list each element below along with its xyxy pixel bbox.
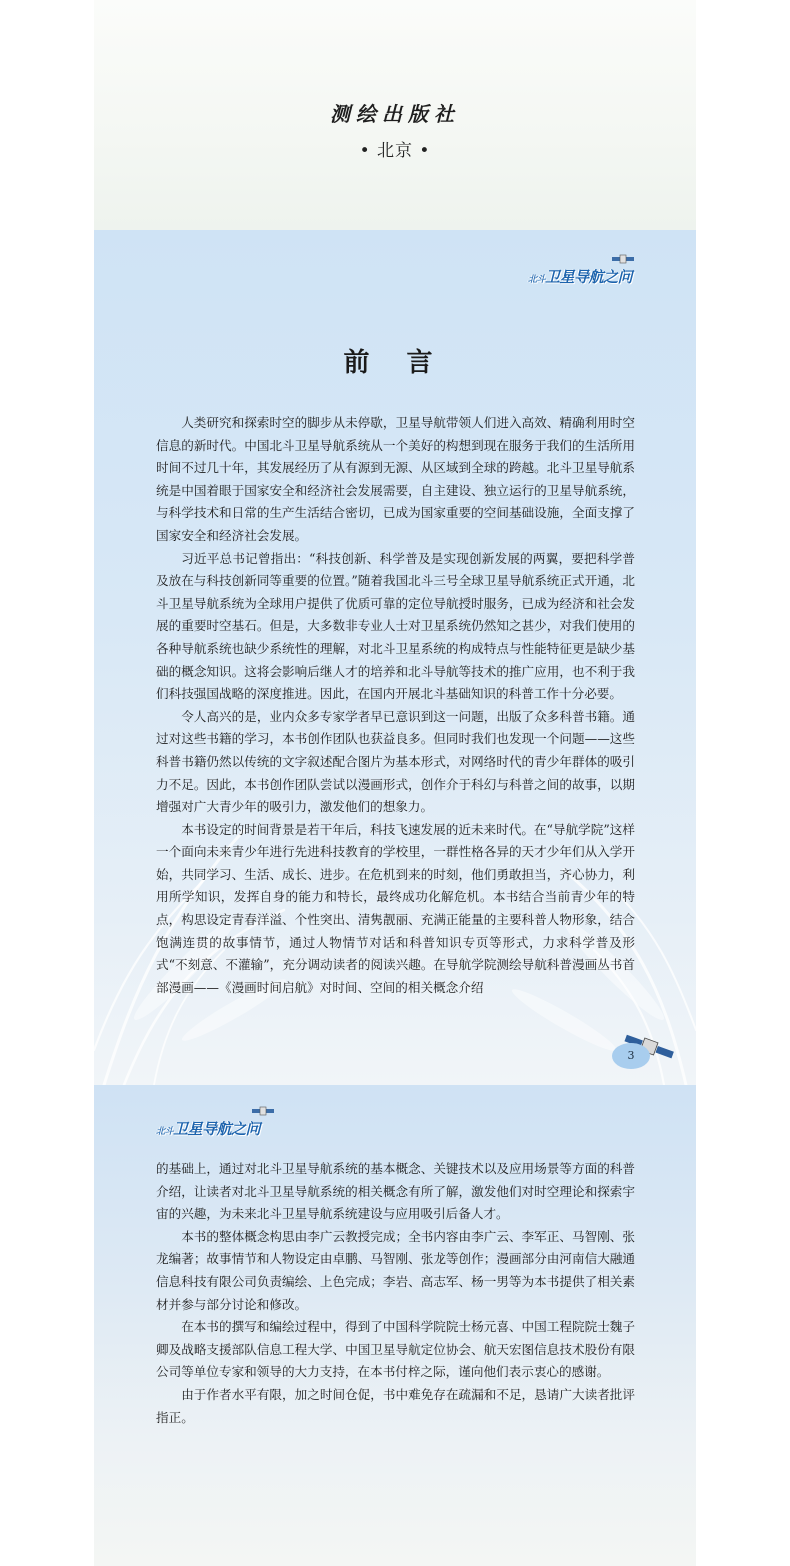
logo-prefix: 北斗 — [527, 275, 545, 285]
imprint-page — [94, 0, 696, 230]
preface-page-3 — [94, 230, 696, 1085]
paragraph: 习近平总书记曾指出：“科技创新、科学普及是实现创新发展的两翼，要把科学普及放在与科技创新同等重要的位置。”随着我国北斗三号全球卫星导航系统正式开通，北斗卫星导航系统为全球用户提供了优质可靠的定位导航授时服务，已成为经济和社会发展的重要时空基石。但是，大多数非专业人士对卫星系统仍然知之甚少，对我们使用的各种导航系统也缺少系统性的理解，对北斗卫星系统的构成特点与性能特征更是缺少基础的概念知识。这将会影响后继人才的培养和北斗导航等技术的推广应用，也不利于我们科技强国战略的深度推进。因此，在国内开展北斗基础知识的科普工作十分必要。 — [156, 550, 635, 702]
preface-body — [156, 412, 635, 999]
series-logo — [528, 266, 632, 287]
logo-text: 卫星导航之问 — [173, 1120, 261, 1138]
preface-heading: 前 言 — [343, 348, 447, 378]
satellite-icon — [612, 252, 634, 266]
logo-prefix: 北斗 — [156, 1127, 174, 1137]
paragraph: 本书的整体概念构思由李广云教授完成；全书内容由李广云、李军正、马智刚、张龙编著；故事情节和人物设定由卓鹏、马智刚、张龙等创作；漫画部分由河南信大融通信息科技有限公司负责编绘、上色完成；李岩、高志军、杨一男等为本书提供了相关素材并参与部分讨论和修改。 — [156, 1228, 635, 1312]
paragraph: 在本书的撰写和编绘过程中，得到了中国科学院院士杨元喜、中国工程院院士魏子卿及战略支援部队信息工程大学、中国卫星导航定位协会、航天宏图信息技术股份有限公司等单位专家和领导的大力支持，在本书付梓之际，谨向他们表示衷心的感谢。 — [156, 1319, 635, 1380]
paragraph: 的基础上，通过对北斗卫星导航系统的基本概念、关键技术以及应用场景等方面的科普介绍，让读者对北斗卫星导航系统的相关概念有所了解，激发他们对时空理论和探索宇宙的兴趣，为未来北斗卫星导航系统建设与应用吸引后备人才。 — [156, 1161, 635, 1222]
preface-page-4 — [94, 1085, 696, 1566]
series-logo — [156, 1118, 260, 1139]
page-number: 3 — [612, 1043, 650, 1069]
publisher-city: • 北京 • — [359, 141, 431, 161]
preface-body-continued — [156, 1158, 635, 1429]
publisher-name: 测绘出版社 — [330, 102, 460, 126]
paragraph: 由于作者水平有限，加之时间仓促，书中难免存在疏漏和不足，恳请广大读者批评指正。 — [156, 1386, 635, 1425]
satellite-icon — [252, 1104, 274, 1118]
paragraph: 令人高兴的是，业内众多专家学者早已意识到这一问题，出版了众多科普书籍。通过对这些书籍的学习，本书创作团队也获益良多。但同时我们也发现一个问题——这些科普书籍仍然以传统的文字叙述配合图片为基本形式，对网络时代的青少年群体的吸引力不足。因此，本书创作团队尝试以漫画形式，创作介于科幻与科普之间的故事，以期增强对广大青少年的吸引力，激发他们的想象力。 — [156, 708, 635, 815]
paragraph: 本书设定的时间背景是若干年后，科技飞速发展的近未来时代。在“导航学院”这样一个面向未来青少年进行先进科技教育的学校里，一群性格各异的天才少年们从入学开始，共同学习、生活、成长、进步。在危机到来的时刻，他们勇敢担当，齐心协力，利用所学知识，发挥自身的能力和特长，最终成功化解危机。本书结合当前青少年的特点，构思设定青春洋溢、个性突出、清隽靓丽、充满正能量的主要科普人物形象，结合饱满连贯的故事情节，通过人物情节对话和科普知识专页等形式，力求科学普及形式“不刻意、不灌输”，充分调动读者的阅读兴趣。在导航学院测绘导航科普漫画丛书首部漫画——《漫画时间启航》对时间、空间的相关概念介绍 — [156, 821, 635, 995]
paragraph: 人类研究和探索时空的脚步从未停歇，卫星导航带领人们进入高效、精确利用时空信息的新时代。中国北斗卫星导航系统从一个美好的构想到现在服务于我们的生活所用时间不过几十年，其发展经历了从有源到无源、从区域到全球的跨越。北斗卫星导航系统是中国着眼于国家安全和经济社会发展需要，自主建设、独立运行的卫星导航系统，与科学技术和日常的生产生活结合密切，已成为国家重要的空间基础设施，全面支撑了国家安全和经济社会发展。 — [156, 415, 635, 543]
logo-text: 卫星导航之问 — [544, 268, 632, 286]
